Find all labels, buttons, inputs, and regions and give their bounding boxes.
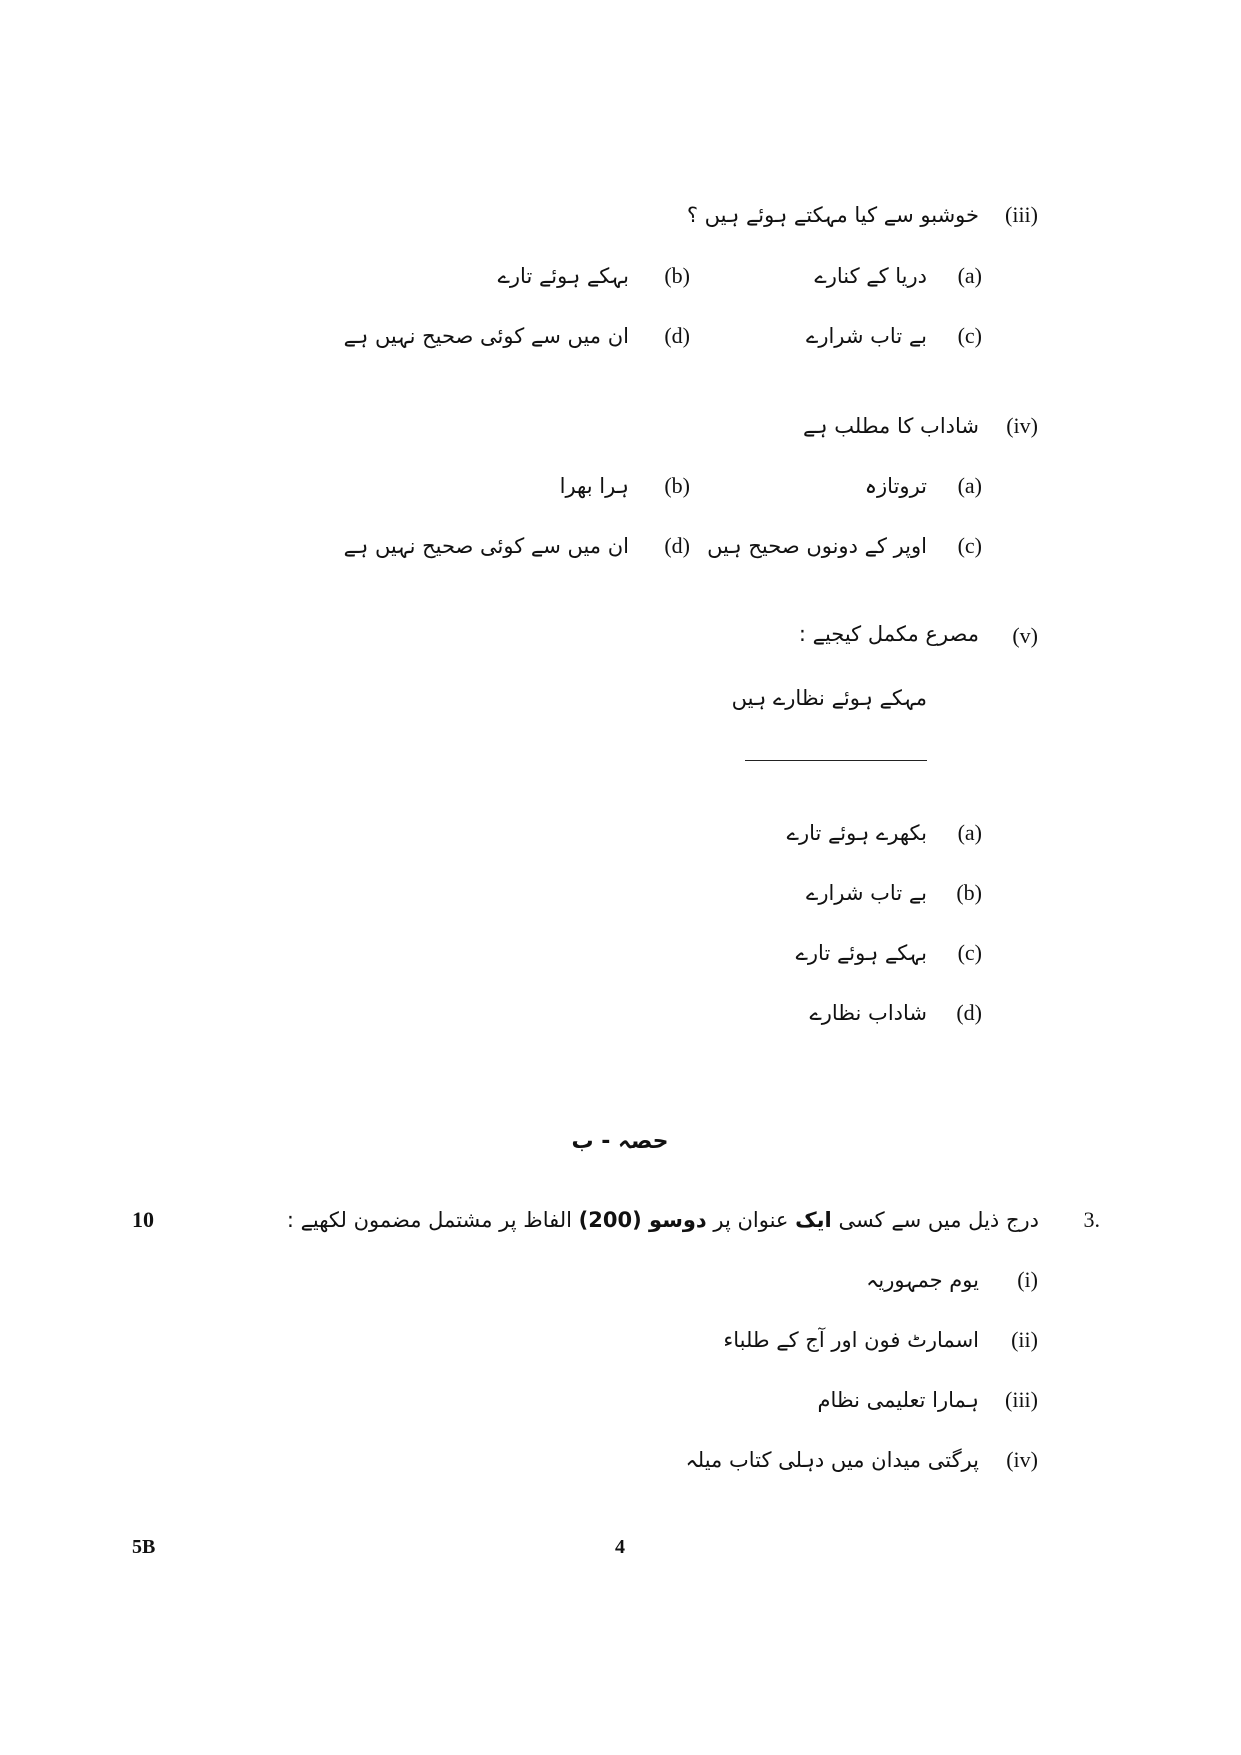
q-iii-opt-a-marker: (a) <box>957 263 982 288</box>
q-iii-opt-d-marker: (d) <box>664 323 690 348</box>
q-iii-opt-d-text: ان میں سے کوئی صحیح نہیں ہے <box>343 324 629 348</box>
q-iv-opt-d-text: ان میں سے کوئی صحیح نہیں ہے <box>343 534 629 558</box>
q3-prompt-emphasis-one: ایک <box>795 1208 832 1232</box>
q-iv-opt-a-marker: (a) <box>957 473 982 498</box>
q-iv-opt-c-text: اوپر کے دونوں صحیح ہیں <box>707 534 927 558</box>
q-iv-text: شاداب کا مطلب ہے <box>802 414 979 438</box>
q-v-opt-b-text: بے تاب شرارے <box>806 881 927 905</box>
q-v-text: مصرع مکمل کیجیے : <box>798 622 979 646</box>
q-iii-opt-c-marker: (c) <box>957 323 982 348</box>
q3-topic-2-text: اسمارٹ فون اور آج کے طلباء <box>723 1328 979 1352</box>
q3-topic-2-marker: (ii) <box>1011 1327 1038 1352</box>
q-iv-opt-c-marker: (c) <box>957 533 982 558</box>
q-v-opt-c-text: بہکے ہوئے تارے <box>795 941 927 965</box>
q3-topic-4-marker: (iv) <box>1006 1447 1038 1472</box>
q-iv-opt-d-marker: (d) <box>664 533 690 558</box>
q-v-opt-a-text: بکھرے ہوئے تارے <box>786 821 927 845</box>
footer-code: 5B <box>132 1536 156 1558</box>
q3-marks: 10 <box>132 1207 154 1232</box>
q3-number: 3. <box>1083 1207 1100 1232</box>
q-v-opt-b-marker: (b) <box>956 880 982 905</box>
q-iii-opt-c-text: بے تاب شرارے <box>806 324 927 348</box>
q-v-opt-c-marker: (c) <box>957 940 982 965</box>
q-iv-opt-b-marker: (b) <box>664 473 690 498</box>
footer-page-number: 4 <box>615 1536 625 1558</box>
q-v-opt-d-text: شاداب نظارے <box>809 1001 927 1025</box>
q3-prompt-part2: عنوان پر <box>713 1208 789 1232</box>
q3-prompt <box>287 1205 1039 1235</box>
q3-topic-1-text: یوم جمہوریہ <box>866 1268 979 1292</box>
section-b-heading: حصہ - ب <box>571 1129 669 1154</box>
q-v-verse: مہکے ہوئے نظارے ہیں <box>731 686 927 710</box>
q-iii-text: خوشبو سے کیا مہکتے ہوئے ہیں ؟ <box>686 203 979 227</box>
q3-prompt-part3: الفاظ پر مشتمل مضمون لکھیے : <box>286 1208 572 1232</box>
q-iii-opt-a-text: دریا کے کنارے <box>814 264 927 288</box>
q3-topic-4-text: پرگتی میدان میں دہلی کتاب میلہ <box>685 1448 979 1472</box>
q-v-opt-a-marker: (a) <box>957 820 982 845</box>
q-iii-marker: (iii) <box>1005 202 1038 227</box>
q3-topic-3-text: ہمارا تعلیمی نظام <box>817 1388 979 1412</box>
q3-prompt-emphasis-count: دوسو (200) <box>578 1208 707 1232</box>
q-v-marker: (v) <box>1012 623 1038 648</box>
answer-blank-line <box>745 760 927 761</box>
q-iii-opt-b-marker: (b) <box>664 263 690 288</box>
q-iv-marker: (iv) <box>1006 413 1038 438</box>
q-iv-opt-a-text: تروتازہ <box>864 474 927 498</box>
q3-topic-1-marker: (i) <box>1017 1267 1038 1292</box>
q-iii-opt-b-text: بہکے ہوئے تارے <box>497 264 629 288</box>
q-v-opt-d-marker: (d) <box>956 1000 982 1025</box>
q3-topic-3-marker: (iii) <box>1005 1387 1038 1412</box>
q-iv-opt-b-text: ہرا بھرا <box>559 474 629 498</box>
q3-prompt-part1: درج ذیل میں سے کسی <box>838 1208 1039 1232</box>
